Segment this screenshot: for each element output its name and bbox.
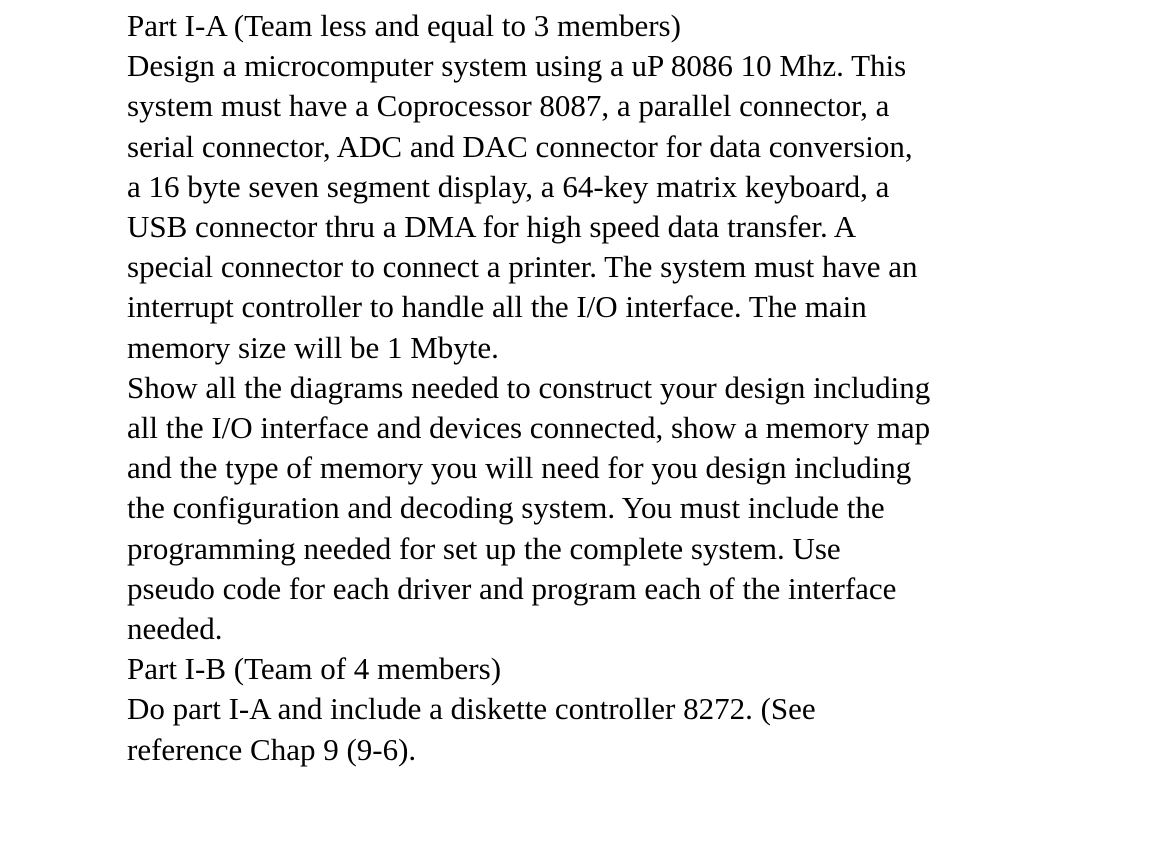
text-line: system must have a Coprocessor 8087, a parallel connector, a (127, 88, 890, 124)
part-a-deliverables-paragraph (127, 368, 1137, 649)
part-a-heading (127, 6, 1137, 46)
text-line: special connector to connect a printer. The system must have an (127, 249, 918, 285)
text-line: Design a microcomputer system using a uP 8086 10 Mhz. This (127, 48, 907, 84)
part-a-heading-text: Part I-A (Team less and equal to 3 members) (127, 8, 681, 43)
text-line: Do part I-A and include a diskette controller 8272. (See (127, 691, 816, 727)
text-line: programming needed for set up the complete system. Use (127, 530, 841, 566)
part-b-paragraph (127, 689, 1137, 769)
text-line: reference Chap 9 (9-6). (127, 731, 417, 767)
text-line: all the I/O interface and devices connected, show a memory map (127, 410, 931, 446)
text-line: serial connector, ADC and DAC connector for data conversion, (127, 128, 913, 164)
text-line: memory size will be 1 Mbyte. (127, 329, 499, 365)
text-line: needed. (127, 611, 223, 647)
text-line: pseudo code for each driver and program each of the interface (127, 570, 897, 606)
text-line: USB connector thru a DMA for high speed data transfer. A (127, 209, 857, 245)
text-line: interrupt controller to handle all the I/O interface. The main (127, 289, 867, 325)
part-b-heading-text: Part I-B (Team of 4 members) (127, 651, 502, 687)
text-line: the configuration and decoding system. You must include the (127, 490, 885, 526)
assignment-document (127, 6, 1137, 770)
text-line: and the type of memory you will need for you design including (127, 450, 912, 486)
part-a-requirements-paragraph (127, 46, 1137, 368)
text-line: a 16 byte seven segment display, a 64-key matrix keyboard, a (127, 168, 890, 204)
part-b-heading (127, 649, 1137, 689)
text-line: Show all the diagrams needed to construct your design including (127, 369, 931, 405)
